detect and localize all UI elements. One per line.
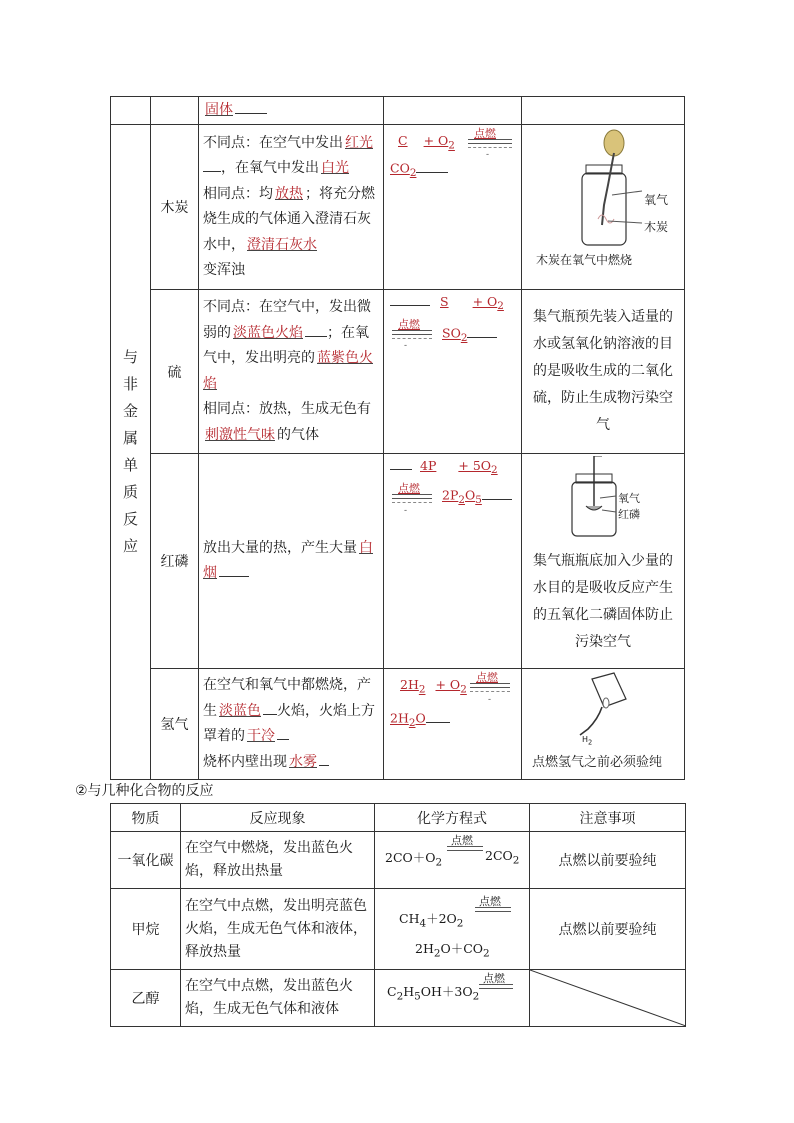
header-equation: 化学方程式 bbox=[375, 804, 530, 832]
header-notes: 注意事项 bbox=[530, 804, 686, 832]
phenomenon-cell: 不同点：在空气中，发出微弱的 淡蓝色火焰 ；在氧气中，发出明亮的 蓝紫色火焰 相同点：放热，生成无色有刺激性气味 的气体 bbox=[199, 290, 384, 454]
equation-cell bbox=[384, 669, 522, 780]
condition-label: 点燃 bbox=[476, 671, 498, 684]
double-line bbox=[479, 984, 513, 989]
illustration-cell bbox=[522, 125, 685, 290]
nonmetal-reactions-table bbox=[110, 96, 685, 780]
table-row-sulfur bbox=[111, 290, 685, 454]
header-substance: 物质 bbox=[111, 804, 181, 832]
subject-cell: 氢气 bbox=[151, 669, 199, 780]
double-line bbox=[470, 683, 510, 688]
gas-jar-phosphorus-icon bbox=[524, 456, 684, 540]
equation: $2CO+O_2$ 点燃 $2CO_2$ bbox=[385, 834, 520, 869]
table-row: 乙醇 在空气中点燃，发出蓝色火焰，生成无色气体和液体 $C_2H_5OH+3O_2$ 点燃 bbox=[111, 970, 686, 1027]
empty-slashed-cell bbox=[530, 970, 686, 1027]
equation: $CH_4+2O_2$ 点燃 $2H_2O+CO_2$ bbox=[375, 889, 529, 969]
table-row: 甲烷 在空气中点燃，发出明亮蓝色火焰，生成无色气体和液体，释放热量 $CH_4+2O_2$ 点燃 $2H_2O+CO_2$ 点燃以前要验纯 bbox=[111, 889, 686, 970]
illustration-caption: 木炭在氧气中燃烧 bbox=[536, 253, 633, 267]
condition-label: 点燃 bbox=[398, 482, 420, 495]
answer-text: 固体 bbox=[205, 101, 233, 118]
equation: $C + O_2$ 点燃 - $CO_2$ bbox=[384, 125, 521, 289]
phosphorus-illustration: 氧气 红磷 集气瓶瓶底加入少量的水目的是吸收反应产生的五氧化二磷固体防止污染空气 bbox=[522, 454, 684, 668]
table-row bbox=[111, 97, 685, 125]
equation-cell bbox=[384, 454, 522, 669]
charcoal-burning-illustration: 氧气 木炭 木炭在氧气中燃烧 bbox=[522, 125, 684, 289]
table-row-charcoal bbox=[111, 125, 685, 290]
equation: $2H_2 + O_2$ 点燃 - $2H_2O$ bbox=[384, 669, 521, 779]
equation-cell bbox=[384, 125, 522, 290]
note-cell: 集气瓶预先装入适量的水或氢氧化钠溶液的目的是吸收生成的二氧化硫，防止生成物污染空气 bbox=[522, 290, 685, 454]
phenomenon-cell: 放出大量的热，产生大量 白烟 bbox=[199, 454, 384, 669]
section-heading: ②与几种化合物的反应 bbox=[75, 783, 214, 799]
condition-label: 点燃 bbox=[398, 318, 420, 331]
condition-label: 点燃 bbox=[451, 834, 473, 847]
note-text: 集气瓶瓶底加入少量的水目的是吸收反应产生的五氧化二磷固体防止污染空气 bbox=[533, 553, 673, 650]
subject-cell: 木炭 bbox=[151, 125, 199, 290]
hydrogen-illustration: $H_2$ 点燃氢气之前必须验纯 bbox=[522, 669, 684, 779]
category-label: 与 非 金 属 单 质 反 应 bbox=[122, 348, 138, 555]
beaker-over-flame-icon bbox=[522, 669, 682, 749]
blank-line bbox=[235, 99, 267, 114]
condition-label: 点燃 bbox=[479, 895, 501, 908]
equation: $S + O_2$ 点燃 - $SO_2$ bbox=[384, 290, 521, 453]
double-line bbox=[447, 846, 483, 851]
table-row: 一氧化碳 在空气中燃烧，发出蓝色火焰，释放出热量 $2CO+O_2$ 点燃 $2CO_2$ 点燃以前要验纯 bbox=[111, 832, 686, 889]
illustration-caption: 点燃氢气之前必须验纯 bbox=[532, 755, 663, 770]
condition-label: 点燃 bbox=[483, 972, 505, 985]
phenomenon-cell: 在空气和氧气中都燃烧，产生 淡蓝色 火焰，火焰上方罩着的 干冷 烧杯内壁出现 水雾 bbox=[199, 669, 384, 780]
subject-cell: 红磷 bbox=[151, 454, 199, 669]
equation: $4P + 5O_2$ 点燃 - $2P_2O_5$ bbox=[384, 454, 521, 668]
category-cell bbox=[111, 125, 151, 780]
equation: $C_2H_5OH+3O_2$ 点燃 bbox=[375, 970, 529, 1026]
header-phenomenon: 反应现象 bbox=[181, 804, 375, 832]
phenomenon-cell: 不同点：在空气中发出 红光，在氧气中发出 白光 相同点：均 放热 ；将充分燃烧生成的气体通入澄清石灰水中， 澄清石灰水 变浑浊 bbox=[199, 125, 384, 290]
compound-reactions-table bbox=[110, 803, 686, 1027]
subject-cell: 硫 bbox=[151, 290, 199, 454]
table-header-row bbox=[111, 804, 686, 832]
illustration-cell bbox=[522, 454, 685, 669]
double-line bbox=[392, 494, 432, 499]
equation-cell bbox=[384, 290, 522, 454]
condition-label: 点燃 bbox=[474, 127, 496, 140]
illustration-cell bbox=[522, 669, 685, 780]
diagonal-slash bbox=[530, 970, 686, 1026]
table-row-hydrogen bbox=[111, 669, 685, 780]
table-row-phosphorus bbox=[111, 454, 685, 669]
double-line bbox=[392, 330, 432, 335]
double-line bbox=[468, 139, 512, 144]
double-line bbox=[475, 907, 511, 912]
